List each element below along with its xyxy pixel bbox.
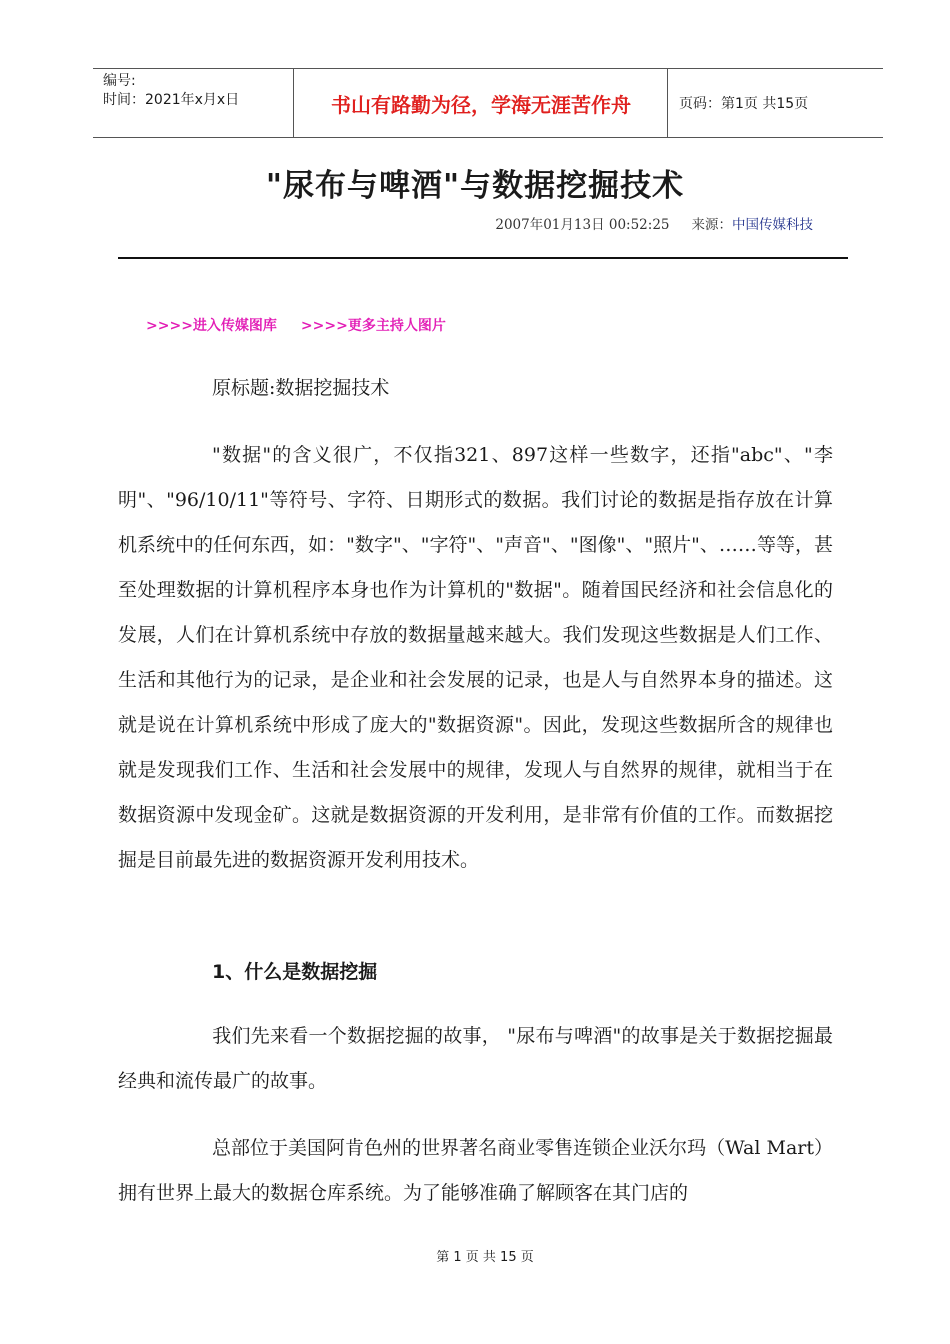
paragraph-original-title: 原标题:数据挖掘技术: [212, 377, 390, 399]
paragraph-data-definition: "数据"的含义很广，不仅指321、897这样一些数字，还指"abc"、"李明"、"96/10/11"等符号、字符、日期形式的数据。我们讨论的数据是指存放在计算机系统中的任何东西，如："数字"、"字符"、"声音"、"图像"、"照片"、……等等，甚至处理数据的计算机程序本身也作为计算机的"数据"。随着国民经济和社会信息化的发展，人们在计算机系统中存放的数据量越来越大。我们发现这些数据是人们工作、生活和其他行为的记录，是企业和社会发展的记录，也是人与自然界本身的描述。这就是说在计算机系统中形成了庞大的"数据资源"。因此，发现这些数据所含的规律也就是发现我们工作、生活和社会发展中的规律，发现人与自然界的规律，就相当于在数据资源中发现金矿。这就是数据资源的开发利用，是非常有价值的工作。而数据挖掘是目前最先进的数据资源开发利用技术。: [118, 444, 833, 871]
time-label: 时间：2021年x月x日: [103, 92, 240, 108]
source-label: 来源：: [691, 217, 732, 233]
article-source: 中国传媒科技: [732, 217, 813, 233]
paragraph-walmart: 总部位于美国阿肯色州的世界著名商业零售连锁企业沃尔玛（Wal Mart）拥有世界上最大的数据仓库系统。为了能够准确了解顾客在其门店的: [118, 1137, 833, 1204]
paragraph-story-intro: 我们先来看一个数据挖掘的故事， "尿布与啤酒"的故事是关于数据挖掘最经典和流传最广的故事。: [118, 1025, 833, 1092]
article-datetime: 2007年01月13日 00:52:25: [495, 217, 670, 233]
section-heading: 1、什么是数据挖掘: [212, 961, 378, 983]
header-motto: 书山有路勤为径，学海无涯苦作舟: [331, 92, 631, 117]
header-page-info: 页码：第1页 共15页: [679, 96, 809, 112]
title-rule: [118, 257, 848, 259]
serial-label: 编号:: [103, 73, 136, 89]
header-divider: [293, 69, 294, 137]
link-more-host-photos[interactable]: >>>>更多主持人图片: [300, 318, 446, 334]
header-meta: [93, 69, 293, 137]
page-footer: 第 1 页 共 15 页: [436, 1250, 534, 1265]
article-title: "尿布与啤酒"与数据挖掘技术: [265, 168, 685, 204]
related-links: [146, 315, 446, 335]
link-media-gallery[interactable]: >>>>进入传媒图库: [146, 318, 277, 334]
header-divider: [667, 69, 668, 137]
document-header: [93, 68, 883, 138]
article-meta: [0, 213, 813, 233]
